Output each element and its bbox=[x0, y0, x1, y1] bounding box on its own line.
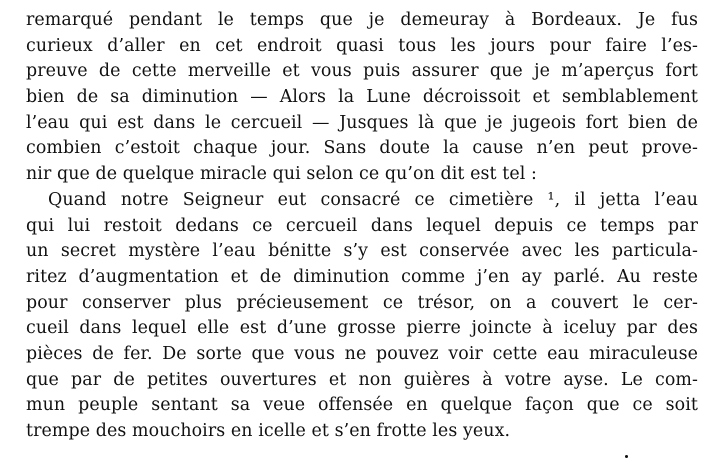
text-line-9: qui lui restoit dedans ce cercueil dans lequel depuis ce temps par bbox=[26, 215, 698, 236]
text-line-2: curieux d’aller en cet endroit quasi tous les jours pour faire l’es- bbox=[26, 35, 698, 56]
text-line-15: que par de petites ouvertures et non guières à votre ayse. Le com- bbox=[26, 369, 698, 390]
text-line-10: un secret mystère l’eau bénitte s’y est conservée avec les particula- bbox=[26, 241, 698, 262]
text-line-5: l’eau qui est dans le cercueil — Jusques là que je jugeois fort bien de bbox=[26, 112, 698, 133]
text-line-13: cueil dans lequel elle est d’une grosse pierre joincte à iceluy par des bbox=[26, 318, 698, 339]
text-line-7: nir que de quelque miracle qui selon ce qu’on dit est tel : bbox=[26, 164, 537, 185]
ink-speck bbox=[625, 455, 628, 458]
text-line-8: Quand notre Seigneur eut consacré ce cimetière ¹, il jetta l’eau bbox=[48, 189, 698, 210]
text-line-14: pièces de fer. De sorte que vous ne pouvez voir cette eau miraculeuse bbox=[26, 343, 698, 364]
text-line-12: pour conserver plus précieusement ce trésor, on a couvert le cer- bbox=[26, 292, 698, 313]
text-line-16: mun peuple sentant sa veue offensée en quelque façon que ce soit bbox=[26, 395, 698, 416]
text-line-4: bien de sa diminution — Alors la Lune décroissoit et semblablement bbox=[26, 87, 698, 108]
text-line-11: ritez d’augmentation et de diminution comme j’en ay parlé. Au reste bbox=[26, 266, 698, 287]
text-line-17: trempe des mouchoirs en icelle et s’en frotte les yeux. bbox=[26, 421, 511, 441]
text-line-1: remarqué pendant le temps que je demeuray à Bordeaux. Je fus bbox=[26, 10, 698, 30]
text-line-6: combien c’estoit chaque jour. Sans doute la cause n’en peut prove- bbox=[26, 138, 698, 159]
text-line-3: preuve de cette merveille et vous puis assurer que je m’aperçus fort bbox=[26, 61, 698, 82]
body-text bbox=[26, 8, 698, 445]
